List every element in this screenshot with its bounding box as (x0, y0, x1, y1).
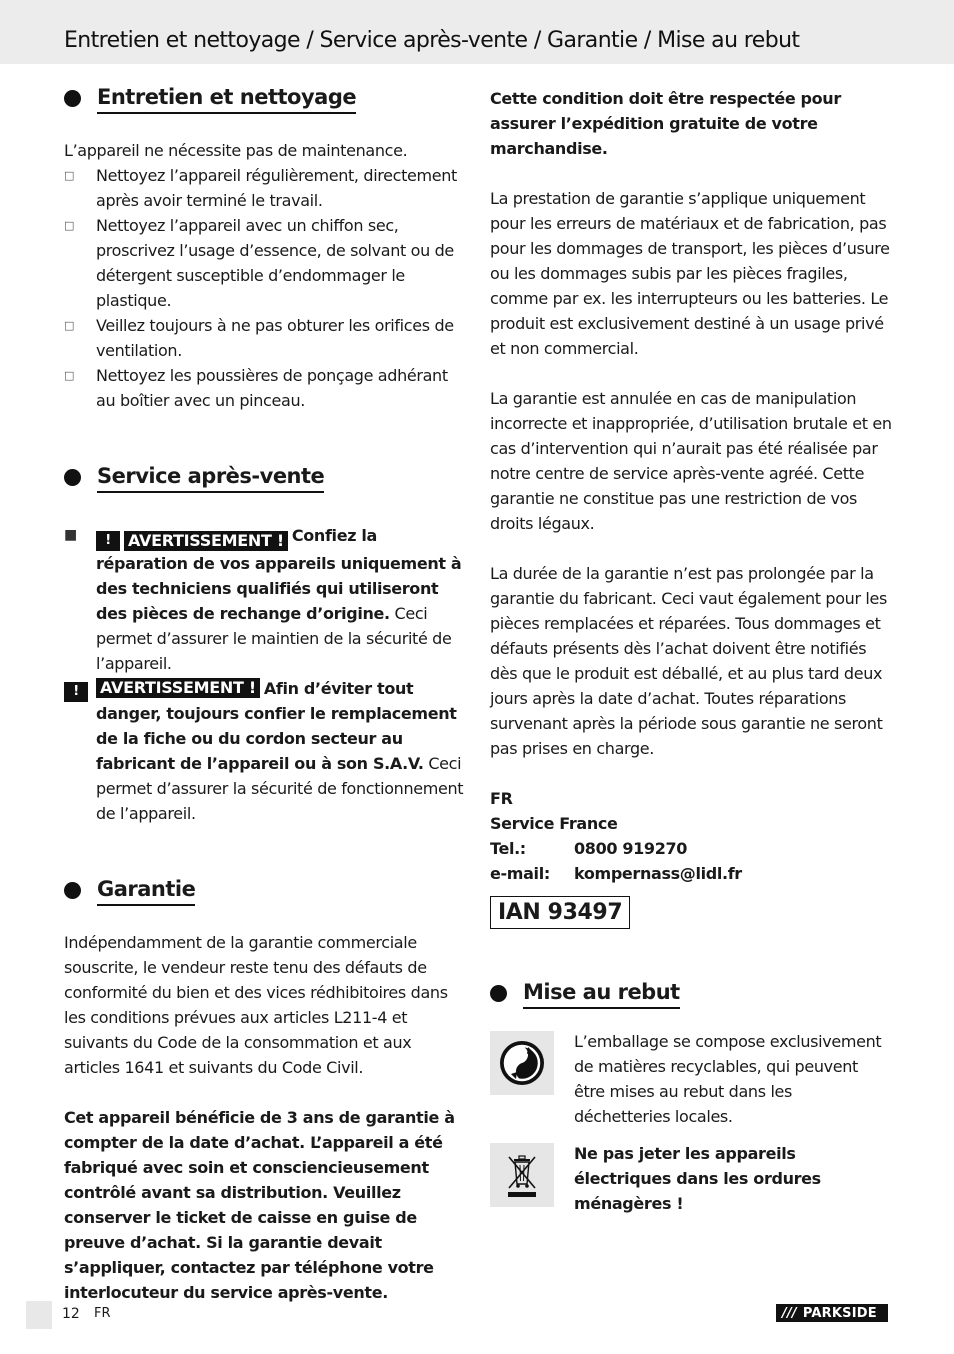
packaging-text: L’emballage se compose exclusivement de matières recyclables, qui peuvent être mises au rebut dans les déchetteries locales. (574, 1032, 882, 1126)
green-dot-recycle-icon (490, 1031, 554, 1095)
garantie-para-2: Cet appareil bénéficie de 3 ans de garantie à compter de la date d’achat. L’appareil a été fabriqué avec soin et consciencieusement contrôlé avant sa distribution. Veuillez conserver le ticket de caisse en guise de preuve d’achat. Si la garantie devait s’appliquer, contactez par téléphone votre interlocuteur du service après-vente. (64, 1108, 455, 1302)
checkbox-bullet-icon: □ (64, 169, 75, 182)
checkbox-bullet-icon: □ (64, 369, 75, 382)
footer-page-number: 12 (62, 1306, 80, 1322)
list-item (64, 163, 466, 213)
checkbox-bullet-icon: □ (64, 319, 75, 332)
weee-row (490, 1143, 892, 1216)
ian-box: IAN 93497 (490, 896, 630, 929)
section-heading-service (64, 459, 466, 495)
footer-page-marker (26, 1301, 52, 1329)
warning-triangle-icon: ! (64, 682, 88, 702)
checkbox-bullet-icon: □ (64, 219, 75, 232)
weee-text: Ne pas jeter les appareils électriques dans les ordures ménagères ! (574, 1144, 821, 1213)
section-title: Mise au rebut (523, 978, 680, 1009)
page-header-title: Entretien et nettoyage / Service après-vente / Garantie / Mise au rebut (64, 28, 800, 53)
section-heading-garantie (64, 872, 466, 908)
list-item (64, 313, 466, 363)
warning-2-text: Ceci permet d’assurer la sécurité de fonctionnement de l’appareil. (96, 754, 464, 823)
section-bullet-icon (64, 469, 81, 486)
service-warning-2 (64, 676, 466, 826)
section-heading-entretien (64, 80, 466, 116)
section-title: Garantie (97, 875, 195, 906)
brand-name: PARKSIDE (802, 1305, 877, 1321)
list-item-text: Nettoyez l’appareil régulièrement, directement après avoir terminé le travail. (96, 166, 457, 210)
garantie-para-6: La durée de la garantie n’est pas prolongée par la garantie du fabricant. Ceci vaut également pour les pièces remplacées et réparées. Tous dommages et défauts présents dès l’achat doivent être notifiés dès que le produit est déballé, et au plus tard deux jours après la date d’achat. Toutes réparations survenant après la période sous garantie ne seront pas prises en charge. (490, 564, 887, 758)
right-column (490, 86, 892, 1216)
crossed-bin-icon (490, 1143, 554, 1207)
footer-language: FR (94, 1306, 111, 1321)
section-bullet-icon (64, 90, 81, 107)
section-title: Entretien et nettoyage (97, 83, 356, 114)
warning-label: AVERTISSEMENT ! (96, 678, 260, 698)
warning-1-bold: Confiez la réparation de vos appareils uniquement à des techniciens qualifiés qui utiliseront des pièces de rechange d’origine. (96, 526, 462, 623)
square-bullet-icon: ■ (64, 527, 77, 543)
brand-slashes-icon: /// (782, 1305, 797, 1321)
warning-label: AVERTISSEMENT ! (124, 531, 288, 551)
left-column (64, 80, 466, 1305)
service-warning-1 (64, 523, 466, 676)
section-heading-rebut (490, 975, 892, 1011)
warning-badge (96, 531, 292, 551)
list-item-text: Nettoyez les poussières de ponçage adhérant au boîtier avec un pinceau. (96, 366, 448, 410)
garantie-para-1: Indépendamment de la garantie commerciale souscrite, le vendeur reste tenu des défauts de conformité du bien et des vices rédhibitoires dans les conditions prévues aux articles L211-4 et suivants du Code de la consommation et aux articles 1641 et suivants du Code Civil. (64, 933, 448, 1077)
packaging-row (490, 1031, 892, 1129)
phone-label: Tel.: (490, 839, 526, 858)
contact-phone-row (490, 836, 892, 861)
warning-triangle-icon: ! (96, 531, 120, 551)
contact-service: Service France (490, 814, 618, 833)
section-title: Service après-vente (97, 462, 324, 493)
list-item (64, 213, 466, 313)
contact-block (490, 786, 892, 886)
section-bullet-icon (64, 882, 81, 899)
contact-country: FR (490, 789, 513, 808)
list-item-text: Nettoyez l’appareil avec un chiffon sec, proscrivez l’usage d’essence, de solvant ou de détergent susceptible d’endommager le plastique. (96, 216, 454, 310)
contact-email-row (490, 861, 892, 886)
section-bullet-icon (490, 985, 507, 1002)
warning-2-bold: Afin d’éviter tout danger, toujours confier le remplacement de la fiche ou du cordon secteur au fabricant de l’appareil ou à son S.A.V. (96, 679, 457, 773)
brand-logo (776, 1304, 888, 1322)
email-label: e-mail: (490, 864, 550, 883)
email-value: kompernass@lidl.fr (574, 864, 742, 883)
entretien-intro: L’appareil ne nécessite pas de maintenance. (64, 141, 408, 160)
warning-1-text: Ceci permet d’assurer le maintien de la sécurité de l’appareil. (96, 604, 452, 673)
phone-value: 0800 919270 (574, 839, 688, 858)
garantie-para-5: La garantie est annulée en cas de manipulation incorrecte et inappropriée, d’utilisation brutale et en cas d’intervention qui n’aurait pas été réalisée par notre centre de service après-vente agréé. Cette garantie ne constitue pas une restriction de vos droits légaux. (490, 389, 892, 533)
garantie-para-4: La prestation de garantie s’applique uniquement pour les erreurs de matériaux et de fabrication, pas pour les dommages de transport, les pièces d’usure ou les dommages subis par les pièces fragiles, comme par ex. les interrupteurs ou les batteries. Le produit est exclusivement destiné à un usage privé et non commercial. (490, 189, 890, 358)
list-item (64, 363, 466, 413)
garantie-para-3: Cette condition doit être respectée pour assurer l’expédition gratuite de votre marchandise. (490, 89, 841, 158)
list-item-text: Veillez toujours à ne pas obturer les orifices de ventilation. (96, 316, 454, 360)
